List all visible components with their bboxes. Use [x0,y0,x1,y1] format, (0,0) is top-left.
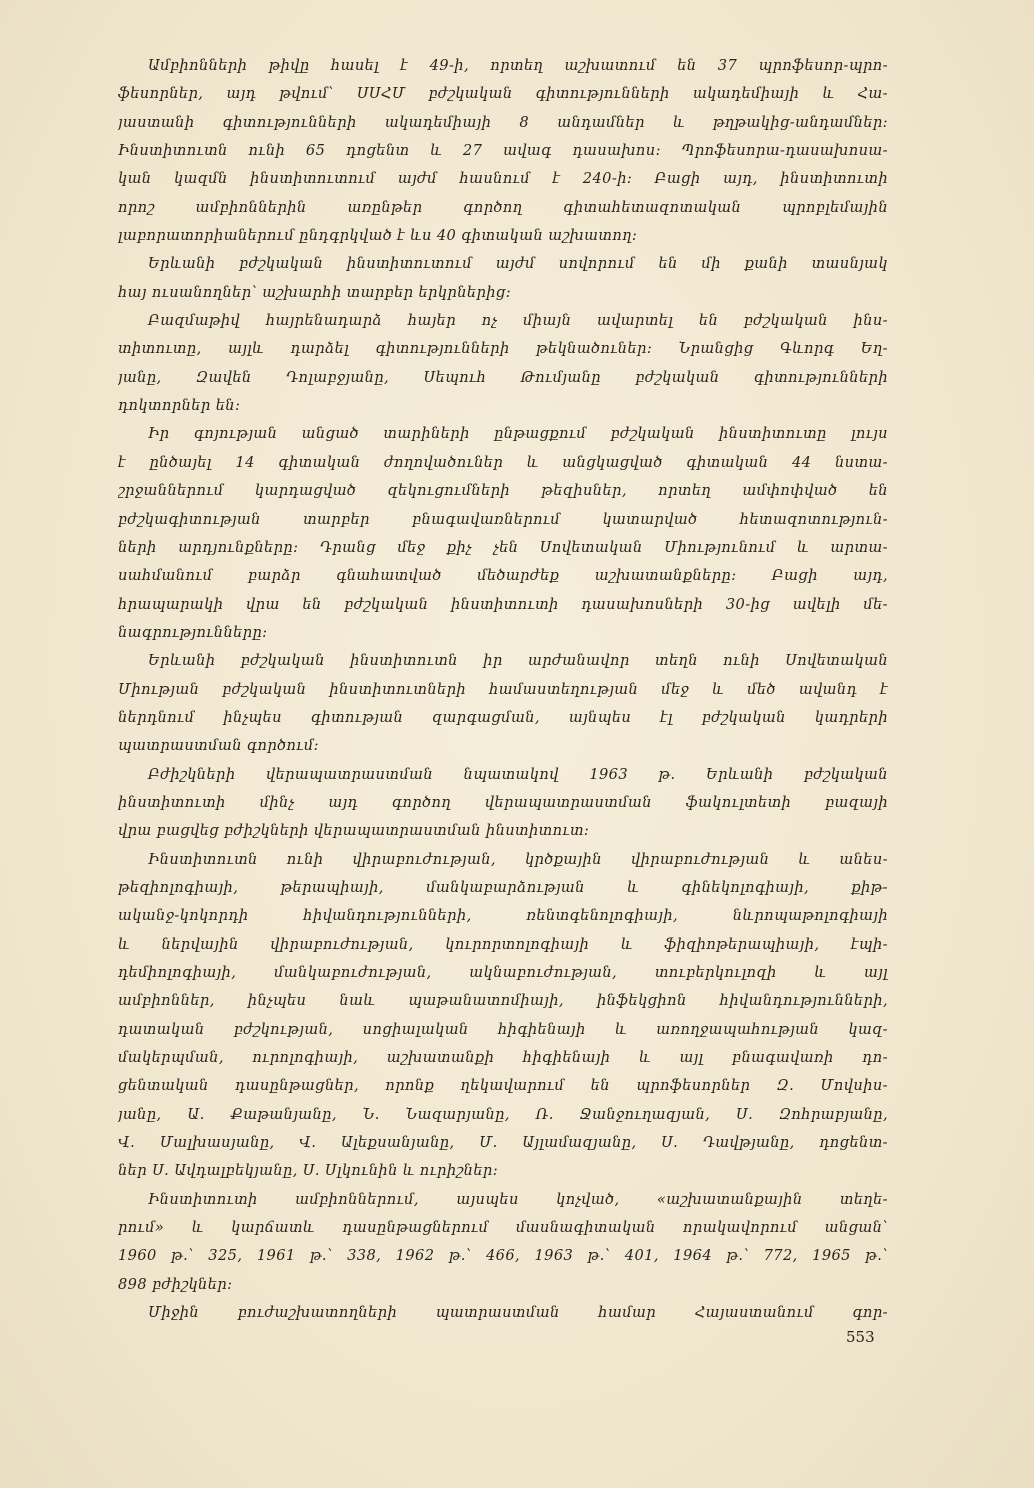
text-line: և ներվային վիրաբուժության, կուրորտոլոգիայի և ֆիզիոթերապիայի, էպի- [118,935,888,953]
text-line: դատական բժշկության, սոցիալական հիգիենայի և առողջապահության կազ- [118,1020,888,1038]
text-line: թեզիոլոգիայի, թերապիայի, մանկաբարձության և գինեկոլոգիայի, քիթ- [118,878,888,896]
text-line: Ամբիոնների թիվը հասել է 49-ի, որտեղ աշխատում են 37 պրոֆեսոր-պրո- [148,57,888,74]
text-line: ամբիոններ, ինչպես նաև պաթանատոմիայի, ինֆեկցիոն հիվանդությունների, [118,992,888,1010]
text-line: Միության բժշկական ինստիտուտների համաստեղության մեջ և մեծ ավանդ է [118,680,888,698]
text-line: Երևանի բժշկական ինստիտուտում այժմ սովորում են մի քանի տասնյակ [148,255,888,273]
text-line: ինստիտուտի մինչ այդ գործող վերապատրաստման ֆակուլտետի բազայի [118,793,888,811]
text-line: շրջաններում կարդացված զեկուցումների թեզիսներ, որտեղ ամփոփված են [118,482,888,500]
text-line: հրապարակի վրա են բժշկական ինստիտուտի դասախոսների 30-ից ավելի մե- [118,595,888,613]
text-line: հայ ուսանողներ՝ աշխարհի տարբեր երկրներից: [118,283,512,301]
text-line: նագրությունները: [118,623,268,641]
text-line: դեմիոլոգիայի, մանկաբուժության, ակնաբուժության, տուբերկուլոզի և այլ [118,964,888,981]
text-line: լաբորատորիաներում ընդգրկված է ևս 40 գիտական աշխատող: [118,227,638,245]
text-line: ներդնում ինչպես գիտության զարգացման, այնպես էլ բժշկական կադրերի [118,708,888,726]
text-line: պատրաստման գործում: [118,737,319,755]
text-line: 898 բժիշկներ: [118,1275,233,1293]
text-line: Բազմաթիվ հայրենադարձ հայեր ոչ միայն ավարտել են բժշկական ինս- [148,312,888,330]
text-line: Իր գոյության անցած տարիների ընթացքում բժշկական ինստիտուտը լույս [148,425,888,443]
text-line: յաստանի գիտությունների ակադեմիայի 8 անդամներ և թղթակից-անդամներ: [118,113,888,131]
text-line: Երևանի բժշկական ինստիտուտն իր արժանավոր տեղն ունի Սովետական [148,652,888,670]
text-line: Բժիշկների վերապատրաստման նպատակով 1963 թ. Երևանի բժշկական [148,765,888,783]
text-line: բժշկագիտության տարբեր բնագավառներում կատարված հետազոտություն- [118,510,888,528]
text-line: յանը, Ա. Քաթանյանը, Ն. Նազարյանը, Ռ. Ջանջուղազյան, Ս. Զոհրաբյանը, [118,1105,888,1123]
text-line: ականջ-կոկորդի հիվանդությունների, ռենտգենոլոգիայի, նևրոպաթոլոգիայի [118,907,888,925]
text-line: դոկտորներ են: [118,397,241,415]
text-line: րում» և կարճատև դասընթացներում մասնագիտական որակավորում անցան՝ [118,1219,888,1237]
text-line: յանը, Զավեն Դոլաբջյանը, Սեպուհ Թումյանը բժշկական գիտությունների [118,368,888,386]
text-line: Ինստիտուտի ամբիոններում, այսպես կոչված, «աշխատանքային տեղե- [148,1190,888,1208]
text-line: ների արդյունքները: Դրանց մեջ քիչ չեն Սովետական Միությունում և արտա- [118,538,888,556]
text-line: է ընծայել 14 գիտական ժողովածուներ և անցկացված գիտական 44 նստա- [118,453,888,471]
text-line: ֆեսորներ, այդ թվում՝ ՍՍՀՄ բժշկական գիտությունների ակադեմիայի և Հա- [118,85,888,103]
text-line: ներ Ս. Ավդալբեկյանը, Ս. Սլկունին և ուրիշներ: [118,1162,499,1180]
text-line: Ինստիտուտն ունի վիրաբուժության, կրծքային վիրաբուժության և անես- [148,850,888,868]
page-number: 553 [846,1328,875,1346]
text-line: կան կազմն ինստիտուտում այժմ հասնում է 240-ի: Բացի այդ, ինստիտուտի [118,170,888,188]
text-line: Միջին բուժաշխատողների պատրաստման համար Հայաստանում գոր- [148,1304,888,1322]
text-line: սահմանում բարձր գնահատված մեծարժեք աշխատանքները: Բացի այդ, [118,567,888,585]
text-line: ցենտական դասընթացներ, որոնք ղեկավարում են պրոֆեսորներ Զ. Մովսիս- [118,1077,888,1095]
text-line: մակերպման, ուրոլոգիայի, աշխատանքի հիգիենայի և այլ բնագավառի դո- [118,1049,888,1067]
body-text [118,52,888,1327]
text-line: տիտուտը, այլև դարձել գիտությունների թեկնածուներ: Նրանցից Գևորգ Եղ- [118,340,888,358]
text-line: 1960 թ.՝ 325, 1961 թ.՝ 338, 1962 թ.՝ 466, 1963 թ.՝ 401, 1964 թ.՝ 772, 1965 թ.՝ [118,1247,888,1265]
text-line: Ինստիտուտն ունի 65 դոցենտ և 27 ավագ դասախոս: Պրոֆեսորա-դասախոսա- [118,142,888,160]
text-line: Վ. Մալխասյանը, Վ. Ալեքսանյանը, Մ. Այլամազյանը, Ս. Դավթյանը, դոցենտ- [118,1134,888,1152]
text-line: վրա բացվեց բժիշկների վերապատրաստման ինստիտուտ: [118,822,590,840]
text-line: որոշ ամբիոններին առընթեր գործող գիտահետազոտական պրոբլեմային [118,198,888,216]
